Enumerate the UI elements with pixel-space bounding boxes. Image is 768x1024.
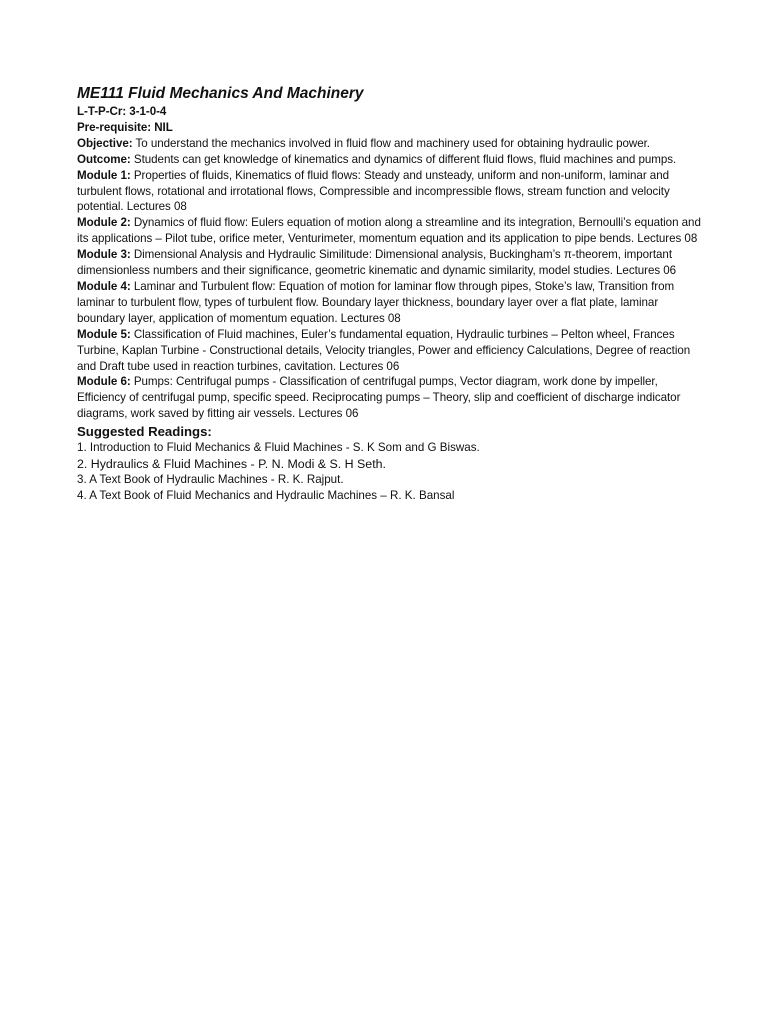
- reading-item: 1. Introduction to Fluid Mechanics & Fluid Machines - S. K Som and G Biswas.: [77, 441, 480, 455]
- module-4-label: Module 4:: [77, 279, 131, 293]
- outcome-label: Outcome:: [77, 152, 131, 166]
- module-1-label: Module 1:: [77, 168, 131, 182]
- prerequisite-line: Pre-requisite: NIL: [77, 120, 173, 134]
- objective-label: Objective:: [77, 136, 133, 150]
- reading-item: 4. A Text Book of Fluid Mechanics and Hydraulic Machines – R. K. Bansal: [77, 489, 455, 503]
- objective-text: To understand the mechanics involved in fluid flow and machinery used for obtaining hydraulic power.: [132, 136, 650, 150]
- module-4-paragraph: [77, 279, 707, 327]
- module-2-text: Dynamics of fluid flow: Eulers equation of motion along a streamline and its integration, Bernoulli’s equation and its applications – Pilot tube, orifice meter, Venturimeter, momentum equation and its application to pipe bends. Lectures 08: [77, 216, 701, 246]
- module-4-text: Laminar and Turbulent flow: Equation of motion for laminar flow through pipes, Stoke’s law, Transition from laminar to turbulent flow, types of turbulent flow. Boundary layer thickness, boundary layer over a flat plate, laminar boundary layer, application of momentum equation. Lectures 08: [77, 279, 675, 325]
- module-6-paragraph: [77, 374, 707, 422]
- module-5-label: Module 5:: [77, 327, 131, 341]
- suggested-readings-heading: Suggested Readings:: [77, 424, 212, 440]
- course-title: ME111 Fluid Mechanics And Machinery: [77, 85, 364, 102]
- module-3-text: Dimensional Analysis and Hydraulic Similitude: Dimensional analysis, Buckingham’s π-theorem, important dimensionless numbers and their significance, geometric kinematic and dynamic similarity, model studies. Lectures 06: [77, 248, 677, 278]
- reading-item: 3. A Text Book of Hydraulic Machines - R. K. Rajput.: [77, 473, 344, 487]
- module-2-label: Module 2:: [77, 216, 131, 230]
- module-5-text: Classification of Fluid machines, Euler’s fundamental equation, Hydraulic turbines – Pelton wheel, Frances Turbine, Kaplan Turbine - Constructional details, Velocity triangles, Power and efficiency Calculations, Degree of reaction and Draft tube used in reaction turbines, cavitation. Lectures 06: [77, 327, 691, 373]
- reading-item: 2. Hydraulics & Fluid Machines - P. N. Modi & S. H Seth.: [77, 457, 386, 472]
- suggested-readings-list: [77, 440, 707, 504]
- module-3-label: Module 3:: [77, 248, 131, 262]
- module-2-paragraph: [77, 215, 707, 247]
- module-1-text: Properties of fluids, Kinematics of fluid flows: Steady and unsteady, uniform and non-uniform, laminar and turbulent flows, rotational and irrotational flows, Compressible and incompressible flows, stream function and velocity potential. Lectures 08: [77, 168, 670, 214]
- module-3-paragraph: [77, 247, 707, 279]
- outcome-text: Students can get knowledge of kinematics and dynamics of different fluid flows, fluid machines and pumps.: [130, 152, 677, 166]
- module-6-label: Module 6:: [77, 375, 131, 389]
- objective-paragraph: [77, 136, 707, 152]
- outcome-paragraph: [77, 152, 707, 168]
- syllabus-page: [77, 84, 707, 504]
- module-6-text: Pumps: Centrifugal pumps - Classification of centrifugal pumps, Vector diagram, work done by impeller, Efficiency of centrifugal pump, specific speed. Reciprocating pumps – Theory, slip and coefficient of discharge indicator diagrams, work saved by fitting air vessels. Lectures 06: [77, 375, 681, 421]
- module-5-paragraph: [77, 327, 707, 375]
- ltpc-line: L-T-P-Cr: 3-1-0-4: [77, 105, 167, 118]
- module-1-paragraph: [77, 168, 707, 216]
